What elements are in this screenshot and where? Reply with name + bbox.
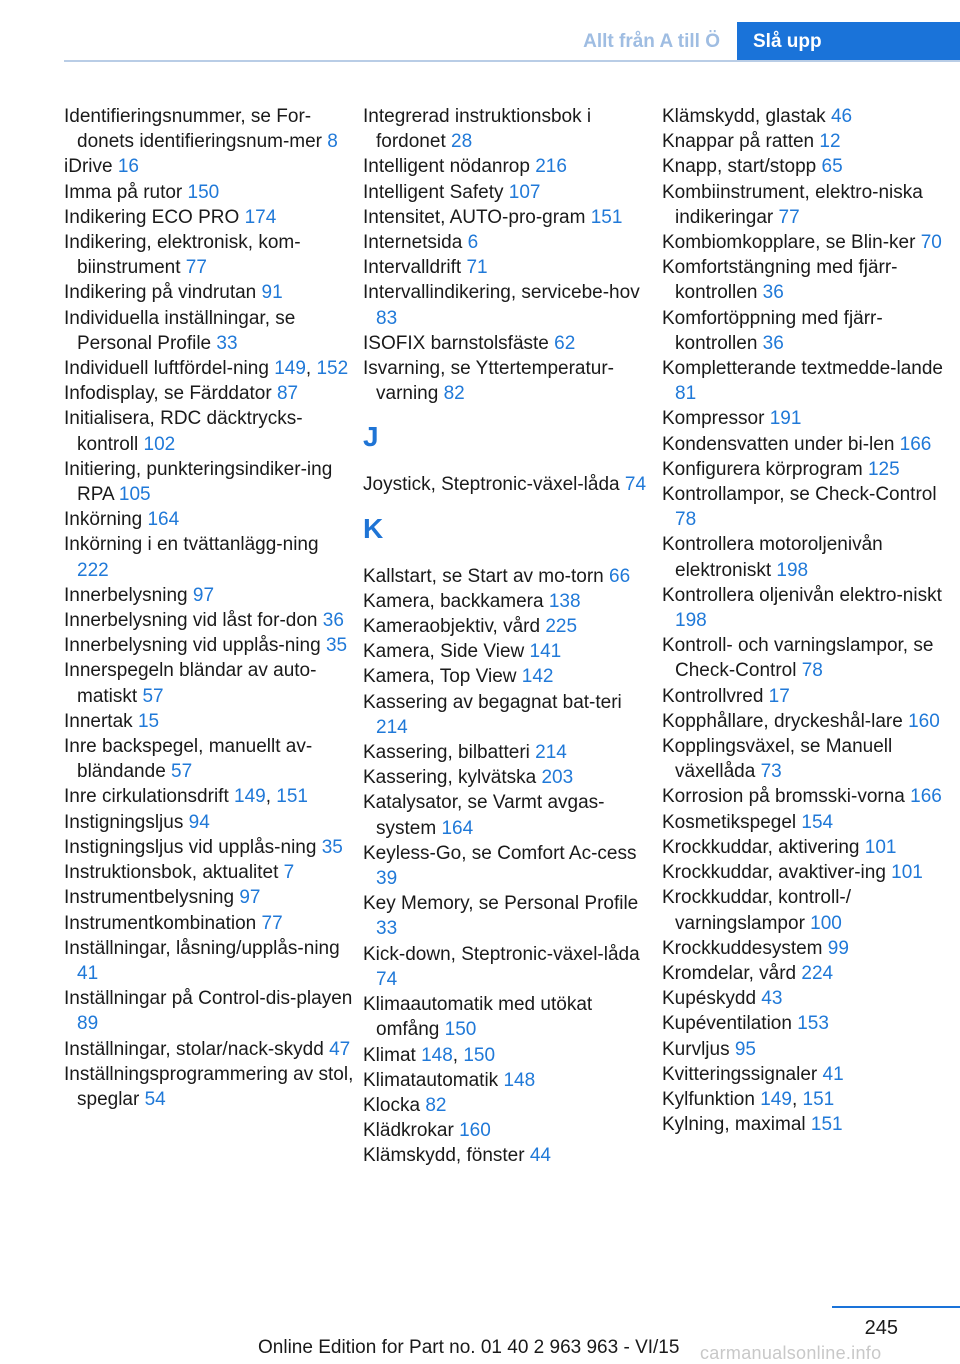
- footer-rule: [832, 1306, 960, 1308]
- index-term: Innertak: [64, 710, 138, 732]
- page-link[interactable]: 74: [624, 474, 647, 496]
- index-term: Indikering på vindrutan: [64, 282, 262, 304]
- index-entry: [64, 306, 354, 356]
- index-term: Kopplingsväxel, se Manuell växellåda: [662, 736, 893, 783]
- page-link[interactable]: 57: [142, 685, 164, 707]
- lookup-tab[interactable]: Slå upp: [737, 22, 960, 62]
- index-term: Indikering, elektronisk, kom-biinstrument: [64, 232, 301, 279]
- index-term: Kontroll- och varningslampor, se Check-Control: [662, 635, 934, 682]
- index-term: Kopphållare, dryckeshål-lare: [662, 710, 909, 732]
- index-entry: [363, 564, 653, 589]
- index-entry: [363, 614, 653, 639]
- index-term: Instruktionsbok, aktualitet: [64, 862, 284, 884]
- index-entry: [363, 104, 653, 154]
- page-link[interactable]: 222: [77, 559, 109, 581]
- index-entry: [662, 104, 956, 129]
- index-term: Individuell luftfördel-ning: [64, 358, 275, 380]
- index-entry: [662, 1062, 956, 1087]
- page-link[interactable]: 82: [425, 1094, 447, 1116]
- index-entry: [64, 608, 354, 633]
- page-link[interactable]: 36: [762, 282, 784, 304]
- page-link[interactable]: 95: [734, 1038, 756, 1060]
- index-entry: [363, 1118, 653, 1143]
- page-link[interactable]: 15: [137, 710, 160, 732]
- index-letter-heading: J: [363, 421, 379, 453]
- index-entry: [64, 104, 354, 154]
- page-link[interactable]: 35: [321, 836, 343, 858]
- index-term: Inställningar på Control-dis-playen: [64, 988, 353, 1010]
- index-term: Klimat: [363, 1044, 422, 1066]
- index-term: Joystick, Steptronic-växel-låda: [363, 474, 625, 496]
- page-link[interactable]: 71: [466, 257, 488, 279]
- index-entry: [363, 472, 653, 497]
- index-term: Integrerad instruktionsbok i fordonet: [363, 106, 592, 153]
- index-entry: [662, 532, 956, 582]
- index-term: Innerbelysning vid upplås-ning: [64, 635, 326, 657]
- page-link[interactable]: 81: [675, 383, 697, 405]
- page-link[interactable]: 148: [503, 1069, 536, 1091]
- index-entry: [363, 740, 653, 765]
- index-entry: [363, 205, 653, 230]
- index-entry: [662, 1087, 956, 1112]
- index-term: Inställningar, stolar/nack-skydd: [64, 1038, 330, 1060]
- page-separator: ,: [305, 358, 317, 380]
- page-link[interactable]: 99: [827, 937, 849, 959]
- index-entry: [662, 709, 956, 734]
- page-link[interactable]: 77: [185, 257, 207, 279]
- page-link[interactable]: 78: [675, 509, 697, 531]
- index-entry: [662, 180, 956, 230]
- page-separator: ,: [791, 1088, 803, 1110]
- index-letter-heading: K: [363, 512, 384, 544]
- page-link[interactable]: 97: [239, 887, 261, 909]
- page-link[interactable]: 160: [459, 1120, 491, 1142]
- index-entry: [363, 690, 653, 740]
- index-entry: [64, 810, 354, 835]
- page-link[interactable]: 224: [801, 962, 834, 984]
- index-entry: [64, 583, 354, 608]
- index-entry: [64, 154, 354, 179]
- index-term: Inre backspegel, manuellt av-bländande: [64, 736, 313, 783]
- page-link[interactable]: 7: [283, 862, 295, 884]
- index-term: Kontrollera oljenivån elektro-niskt: [662, 584, 942, 606]
- index-entry: [662, 1112, 956, 1137]
- page-link[interactable]: 107: [508, 181, 541, 203]
- page-link[interactable]: 166: [899, 433, 932, 455]
- page-link[interactable]: 74: [376, 968, 398, 990]
- page-link[interactable]: 191: [769, 408, 802, 430]
- page-link[interactable]: 47: [329, 1038, 351, 1060]
- index-entry: [64, 230, 354, 280]
- page-link[interactable]: 41: [822, 1063, 844, 1085]
- index-entry: [64, 356, 354, 381]
- page-link[interactable]: 166: [910, 786, 942, 808]
- page-link[interactable]: 8: [327, 131, 338, 153]
- index-entry: [662, 961, 956, 986]
- page-link[interactable]: 41: [77, 962, 99, 984]
- index-term: Inställningar, låsning/upplås-ning: [64, 937, 340, 959]
- page-link[interactable]: 151: [590, 206, 623, 228]
- index-entry: [363, 356, 653, 406]
- page-link[interactable]: 77: [778, 206, 800, 228]
- index-term: Kosmetikspegel: [662, 811, 802, 833]
- page-link[interactable]: 151: [802, 1088, 835, 1110]
- index-term: Inställningsprogrammering av stol, speglar: [64, 1063, 354, 1110]
- index-term: Key Memory, se Personal Profile: [363, 893, 639, 915]
- page-header: [0, 0, 960, 62]
- index-term: Kompressor: [662, 408, 770, 430]
- index-entry: [363, 1143, 653, 1168]
- index-term: Isvarning, se Yttertemperatur-varning: [363, 358, 614, 405]
- index-entry: [363, 1043, 653, 1068]
- index-term: Instigningsljus: [64, 811, 189, 833]
- index-entry: [64, 1037, 354, 1062]
- index-entry: [64, 406, 354, 456]
- index-entry: [363, 230, 653, 255]
- index-entry: [662, 457, 956, 482]
- index-entry: [363, 589, 653, 614]
- section-breadcrumb[interactable]: Allt från A till Ö: [583, 31, 720, 52]
- page-link[interactable]: 46: [830, 106, 853, 127]
- index-entry: [64, 1062, 354, 1112]
- page-link[interactable]: 101: [891, 862, 923, 884]
- header-rule: [64, 60, 960, 62]
- index-entry: [363, 841, 653, 891]
- index-term: Krockkuddar, avaktiver-ing: [662, 862, 892, 884]
- index-term: Kombiinstrument, elektro-niska indikeringar: [662, 181, 923, 228]
- index-entry: [662, 986, 956, 1011]
- index-term: Innerbelysning: [64, 584, 193, 606]
- index-entry: [64, 734, 354, 784]
- page-link[interactable]: 154: [801, 811, 834, 833]
- page-link[interactable]: 65: [821, 156, 843, 178]
- page-link[interactable]: 214: [376, 716, 408, 738]
- index-term: Kupéskydd: [662, 988, 762, 1010]
- index-entry: [662, 482, 956, 532]
- page-link[interactable]: 43: [761, 988, 783, 1010]
- watermark: carmanualsonline.info: [700, 1343, 882, 1363]
- index-term: Kassering, bilbatteri: [363, 742, 536, 764]
- index-term: Keyless-Go, se Comfort Ac-cess: [363, 842, 637, 864]
- index-entry: [662, 734, 956, 784]
- index-entry: [662, 784, 956, 809]
- index-entry: [363, 639, 653, 664]
- page-link[interactable]: 216: [535, 156, 567, 178]
- index-term: Krockkuddesystem: [662, 937, 828, 959]
- index-column-1: [64, 104, 354, 1112]
- index-term: Internetsida: [363, 232, 468, 254]
- index-entry: [363, 664, 653, 689]
- index-entry: [662, 230, 956, 255]
- index-entry: [662, 835, 956, 860]
- index-term: Inkörning: [64, 509, 148, 531]
- page-link[interactable]: 151: [810, 1114, 843, 1136]
- edition-info: Online Edition for Part no. 01 40 2 963 963 - VI/15: [258, 1337, 680, 1358]
- index-entry: [662, 1037, 956, 1062]
- index-entry: [363, 942, 653, 992]
- index-entry: [662, 432, 956, 457]
- index-term: Imma på rutor: [64, 181, 188, 203]
- page-link[interactable]: 102: [143, 433, 176, 455]
- index-term: Klocka: [363, 1094, 426, 1116]
- page-link[interactable]: 105: [118, 484, 151, 506]
- index-entry: [64, 936, 354, 986]
- index-term: Innerbelysning vid låst for-don: [64, 610, 323, 632]
- index-term: Intelligent Safety: [363, 181, 509, 203]
- index-entry: [64, 860, 354, 885]
- page-link[interactable]: 91: [261, 282, 283, 304]
- index-term: Inkörning i en tvättanlägg-ning: [64, 534, 319, 556]
- index-term: Indikering ECO PRO: [64, 206, 245, 228]
- index-entry: [363, 180, 653, 205]
- index-term: Individuella inställningar, se Personal Profile: [64, 307, 296, 354]
- page-link[interactable]: 101: [864, 836, 897, 858]
- page-link[interactable]: 174: [244, 206, 277, 228]
- index-entry: [64, 205, 354, 230]
- page-link[interactable]: 153: [797, 1013, 829, 1035]
- index-entry: [363, 331, 653, 356]
- index-entry: [363, 280, 653, 330]
- index-entry: [662, 1011, 956, 1036]
- index-entry: [64, 507, 354, 532]
- index-term: Intervallindikering, servicebe-hov: [363, 282, 640, 304]
- index-term: Initiering, punkteringsindiker-ing RPA: [64, 458, 333, 506]
- page-number: 245: [864, 1317, 898, 1339]
- index-term: Knappar på ratten: [662, 131, 820, 153]
- page-link[interactable]: 142: [521, 666, 554, 688]
- index-term: Kompletterande textmedde-lande: [662, 358, 943, 380]
- page-link[interactable]: 125: [867, 458, 900, 480]
- index-entry: [662, 633, 956, 683]
- page-link[interactable]: 33: [216, 332, 238, 354]
- page-link[interactable]: 148: [421, 1044, 453, 1066]
- index-entry: [662, 154, 956, 179]
- page-link[interactable]: 66: [609, 565, 631, 587]
- index-entry: [64, 885, 354, 910]
- index-term: Klimaautomatik med utökat omfång: [363, 994, 593, 1041]
- index-entry: [363, 790, 653, 840]
- page-link[interactable]: 6: [467, 232, 479, 254]
- page-link[interactable]: 152: [316, 358, 349, 380]
- page-link[interactable]: 16: [117, 156, 139, 178]
- page-link[interactable]: 33: [376, 918, 398, 940]
- index-term: Klämskydd, glastak: [662, 106, 831, 127]
- index-term: Korrosion på bromsski-vorna: [662, 786, 911, 808]
- page-link[interactable]: 100: [810, 912, 842, 934]
- index-term: Instrumentbelysning: [64, 887, 240, 909]
- index-entry: [662, 356, 956, 406]
- page-link[interactable]: 149: [760, 1088, 792, 1110]
- index-term: Instigningsljus vid upplås-ning: [64, 836, 322, 858]
- index-term: ISOFIX barnstolsfäste: [363, 332, 555, 354]
- page-link[interactable]: 54: [144, 1088, 166, 1110]
- page-link[interactable]: 89: [77, 1013, 99, 1035]
- page-link[interactable]: 149: [274, 358, 306, 380]
- page-link[interactable]: 73: [760, 761, 782, 783]
- page-link[interactable]: 28: [451, 131, 473, 153]
- index-term: Intensitet, AUTO-pro-gram: [363, 206, 591, 228]
- index-entry: [64, 457, 354, 507]
- index-term: Krockkuddar, aktivering: [662, 836, 865, 858]
- page-link[interactable]: 77: [261, 912, 283, 934]
- index-term: Kameraobjektiv, vård: [363, 616, 546, 638]
- page-link[interactable]: 198: [776, 559, 809, 581]
- page-separator: ,: [265, 786, 277, 808]
- index-entry: [64, 633, 354, 658]
- index-column-2: [363, 104, 653, 1169]
- index-entry: [662, 860, 956, 885]
- page-link[interactable]: 87: [276, 383, 299, 405]
- index-entry: [64, 280, 354, 305]
- page-link[interactable]: 94: [188, 811, 210, 833]
- index-term: Komfortstängning med fjärr-kontrollen: [662, 257, 898, 304]
- index-column-3: [662, 104, 956, 1137]
- index-term: Infodisplay, se Färddator: [64, 383, 277, 405]
- index-term: Kylfunktion: [662, 1088, 761, 1110]
- index-term: Klämskydd, fönster: [363, 1145, 530, 1167]
- index-term: iDrive: [64, 156, 118, 178]
- index-term: Klädkrokar: [363, 1120, 460, 1142]
- index-term: Krockkuddar, kontroll-/ varningslampor: [662, 887, 852, 934]
- index-entry: [662, 306, 956, 356]
- index-term: Konfigurera körprogram: [662, 458, 868, 480]
- index-term: Intervalldrift: [363, 257, 467, 279]
- index-term: Kupéventilation: [662, 1013, 798, 1035]
- page-link[interactable]: 36: [762, 332, 784, 354]
- index-entry: [662, 583, 956, 633]
- page-link[interactable]: 164: [147, 509, 180, 531]
- page-link[interactable]: 164: [441, 817, 474, 839]
- index-term: Kontrollampor, se Check-Control: [662, 484, 937, 506]
- index-entry: [363, 992, 653, 1042]
- page-link[interactable]: 57: [171, 761, 193, 783]
- page-link[interactable]: 150: [444, 1019, 477, 1041]
- index-entry: [64, 835, 354, 860]
- index-entry: [363, 1068, 653, 1093]
- page-link[interactable]: 17: [768, 685, 790, 707]
- page-link[interactable]: 149: [234, 786, 266, 808]
- page-link[interactable]: 35: [325, 635, 348, 657]
- page-link[interactable]: 39: [376, 868, 398, 890]
- index-term: Initialisera, RDC däcktrycks-kontroll: [64, 408, 303, 455]
- index-entry: [64, 381, 354, 406]
- index-term: Klimatautomatik: [363, 1069, 504, 1091]
- index-entry: [662, 255, 956, 305]
- index-term: Kvitteringssignaler: [662, 1063, 823, 1085]
- page-link[interactable]: 70: [920, 232, 942, 254]
- index-entry: [662, 129, 956, 154]
- index-term: Kontrollvred: [662, 685, 769, 707]
- page-link[interactable]: 198: [675, 610, 707, 632]
- index-term: Kontrollera motoroljenivån elektroniskt: [662, 534, 883, 581]
- page-link[interactable]: 151: [276, 786, 308, 808]
- index-term: Kromdelar, vård: [662, 962, 802, 984]
- page-link[interactable]: 160: [908, 710, 940, 732]
- index-entry: [363, 765, 653, 790]
- page-link[interactable]: 36: [322, 610, 344, 632]
- page-link[interactable]: 83: [376, 307, 398, 329]
- page-separator: ,: [452, 1044, 464, 1066]
- index-entry: [363, 891, 653, 941]
- page-link[interactable]: 44: [529, 1145, 551, 1167]
- index-term: Kallstart, se Start av mo-torn: [363, 565, 610, 587]
- index-entry: [662, 406, 956, 431]
- index-entry: [64, 784, 354, 809]
- index-entry: [64, 709, 354, 734]
- index-entry: [662, 810, 956, 835]
- index-entry: [662, 885, 956, 935]
- page-link[interactable]: 12: [819, 131, 841, 153]
- index-term: Kombiomkopplare, se Blin-ker: [662, 232, 921, 254]
- index-entry: [363, 1093, 653, 1118]
- index-term: Intelligent nödanrop: [363, 156, 536, 178]
- index-entry: [662, 684, 956, 709]
- page-link[interactable]: 138: [548, 590, 581, 612]
- page-link[interactable]: 97: [192, 584, 215, 606]
- page-link[interactable]: 82: [443, 383, 465, 405]
- index-term: Kamera, Top View: [363, 666, 522, 688]
- index-term: Identifieringsnummer, se For-donets identifieringsnum-mer: [64, 106, 328, 153]
- index-term: Kassering, kylvätska: [363, 767, 542, 789]
- index-entry: [64, 658, 354, 708]
- index-entry: [64, 911, 354, 936]
- index-term: Kondensvatten under bi-len: [662, 433, 900, 455]
- index-term: Innerspegeln bländar av auto-matiskt: [64, 660, 317, 707]
- index-entry: [64, 532, 354, 582]
- index-term: Kassering av begagnat bat-teri: [363, 691, 622, 713]
- index-term: Instrumentkombination: [64, 912, 262, 934]
- index-term: Kamera, backkamera: [363, 590, 549, 612]
- index-entry: [363, 255, 653, 280]
- page-link[interactable]: 150: [187, 181, 220, 203]
- index-term: Knapp, start/stopp: [662, 156, 822, 178]
- index-term: Kylning, maximal: [662, 1114, 811, 1136]
- index-term: Kick-down, Steptronic-växel-låda: [363, 943, 640, 965]
- page-link[interactable]: 141: [529, 641, 562, 663]
- index-entry: [662, 936, 956, 961]
- page-link[interactable]: 225: [545, 616, 578, 638]
- index-entry: [64, 180, 354, 205]
- page-link[interactable]: 62: [554, 332, 576, 354]
- page-link[interactable]: 214: [535, 742, 567, 764]
- index-term: Katalysator, se Varmt avgas-system: [363, 792, 605, 839]
- page-link[interactable]: 150: [463, 1044, 496, 1066]
- page-link[interactable]: 78: [801, 660, 823, 682]
- index-term: Kamera, Side View: [363, 641, 530, 663]
- index-term: Kurvljus: [662, 1038, 735, 1060]
- index-entry: [363, 154, 653, 179]
- page-link[interactable]: 203: [541, 767, 574, 789]
- index-term: Inre cirkulationsdrift: [64, 786, 235, 808]
- index-term: Komfortöppning med fjärr-kontrollen: [662, 307, 883, 354]
- index-entry: [64, 986, 354, 1036]
